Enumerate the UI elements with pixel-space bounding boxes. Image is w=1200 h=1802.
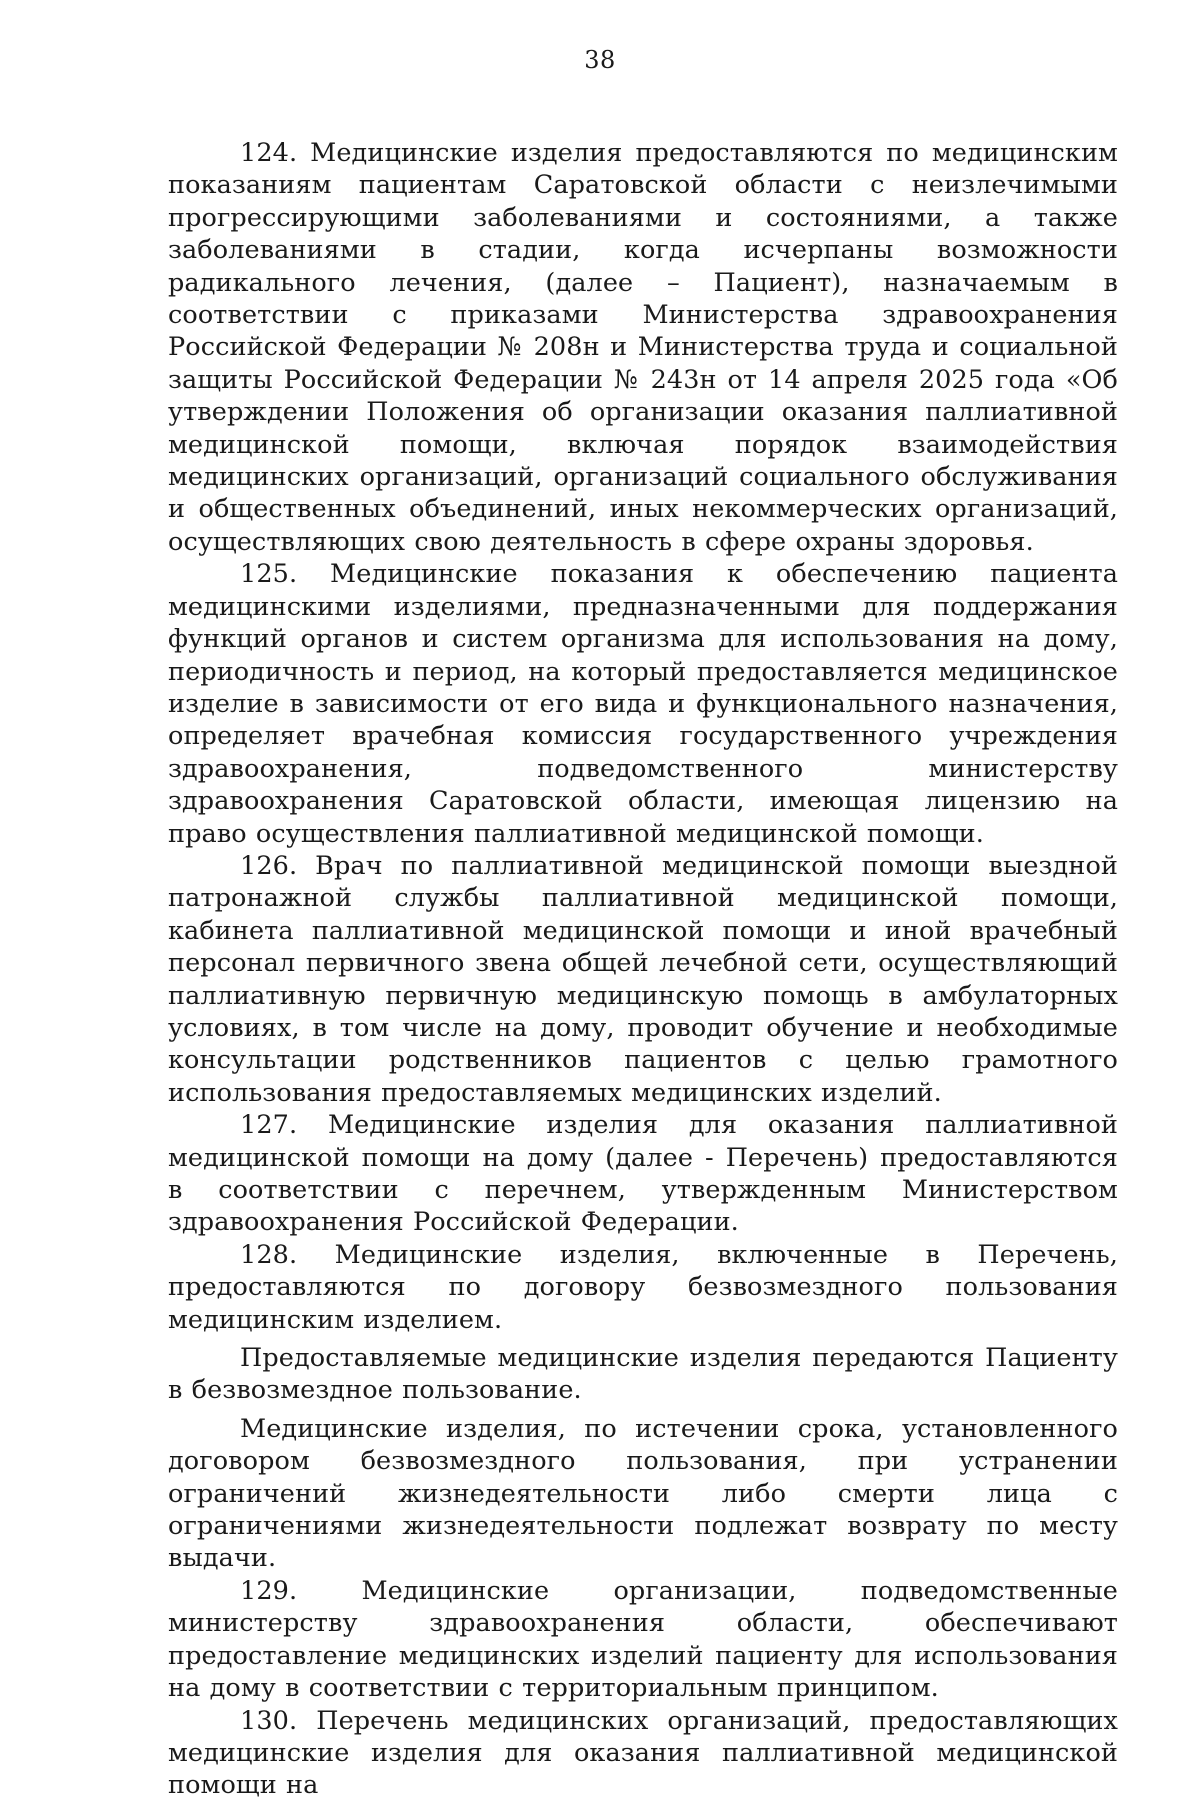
paragraph-124: 124. Медицинские изделия предоставляются по медицинским показаниям пациентам Саратовской области с неизлечимыми прогрессирующими заболеваниями и состояниями, а также заболеваниями в стадии, когда исчерпаны возможности радикального лечения, (далее – Пациент), назначаемым в соответствии с приказами Министерства здравоохранения Российской Федерации № 208н и Министерства труда и социальной защиты Российской Федерации № 243н от 14 апреля 2025 года «Об утверждении Положения об организации оказания паллиативной медицинской помощи, включая порядок взаимодействия медицинских организаций, организаций социального обслуживания и общественных объединений, иных некоммерческих организаций, осуществляющих свою деятельность в сфере охраны здоровья. — [168, 138, 1118, 557]
document-body — [168, 137, 1118, 1802]
paragraph-128-return: Медицинские изделия, по истечении срока, установленного договором безвозмездного пользования, при устранении ограничений жизнедеятельности либо смерти лица с ограничениями жизнедеятельности подлежат возврату по месту выдачи. — [168, 1413, 1118, 1574]
paragraph-127: 127. Медицинские изделия для оказания паллиативной медицинской помощи на дому (далее - Перечень) предоставляются в соответствии с перечнем, утвержденным Министерством здравоохранения Российской Федерации. — [168, 1110, 1118, 1238]
paragraph-130: 130. Перечень медицинских организаций, предоставляющих медицинские изделия для оказания паллиативной медицинской помощи на — [168, 1705, 1118, 1801]
paragraph-129: 129. Медицинские организации, подведомственные министерству здравоохранения области, обеспечивают предоставление медицинских изделий пациенту для использования на дому в соответствии с территориальным принципом. — [168, 1575, 1118, 1704]
paragraph-128-transfer: Предоставляемые медицинские изделия передаются Пациенту в безвозмездное пользование. — [168, 1343, 1118, 1406]
paragraph-128: 128. Медицинские изделия, включенные в Перечень, предоставляются по договору безвозмездного пользования медицинским изделием. — [168, 1239, 1118, 1335]
paragraph-125: 125. Медицинские показания к обеспечению пациента медицинскими изделиями, предназначенными для поддержания функций органов и систем организма для использования на дому, периодичность и период, на который предоставляется медицинское изделие в зависимости от его вида и функционального назначения, определяет врачебная комиссия государственного учреждения здравоохранения, подведомственного министерству здравоохранения Саратовской области, имеющая лицензию на право осуществления паллиативной медицинской помощи. — [168, 559, 1118, 849]
page-number: 38 — [584, 46, 616, 74]
paragraph-126: 126. Врач по паллиативной медицинской помощи выездной патронажной службы паллиативной медицинской помощи, кабинета паллиативной медицинской помощи и иной врачебный персонал первичного звена общей лечебной сети, осуществляющий паллиативную первичную медицинскую помощь в амбулаторных условиях, в том числе на дому, проводит обучение и необходимые консультации родственников пациентов с целью грамотного использования предоставляемых медицинских изделий. — [168, 850, 1118, 1108]
